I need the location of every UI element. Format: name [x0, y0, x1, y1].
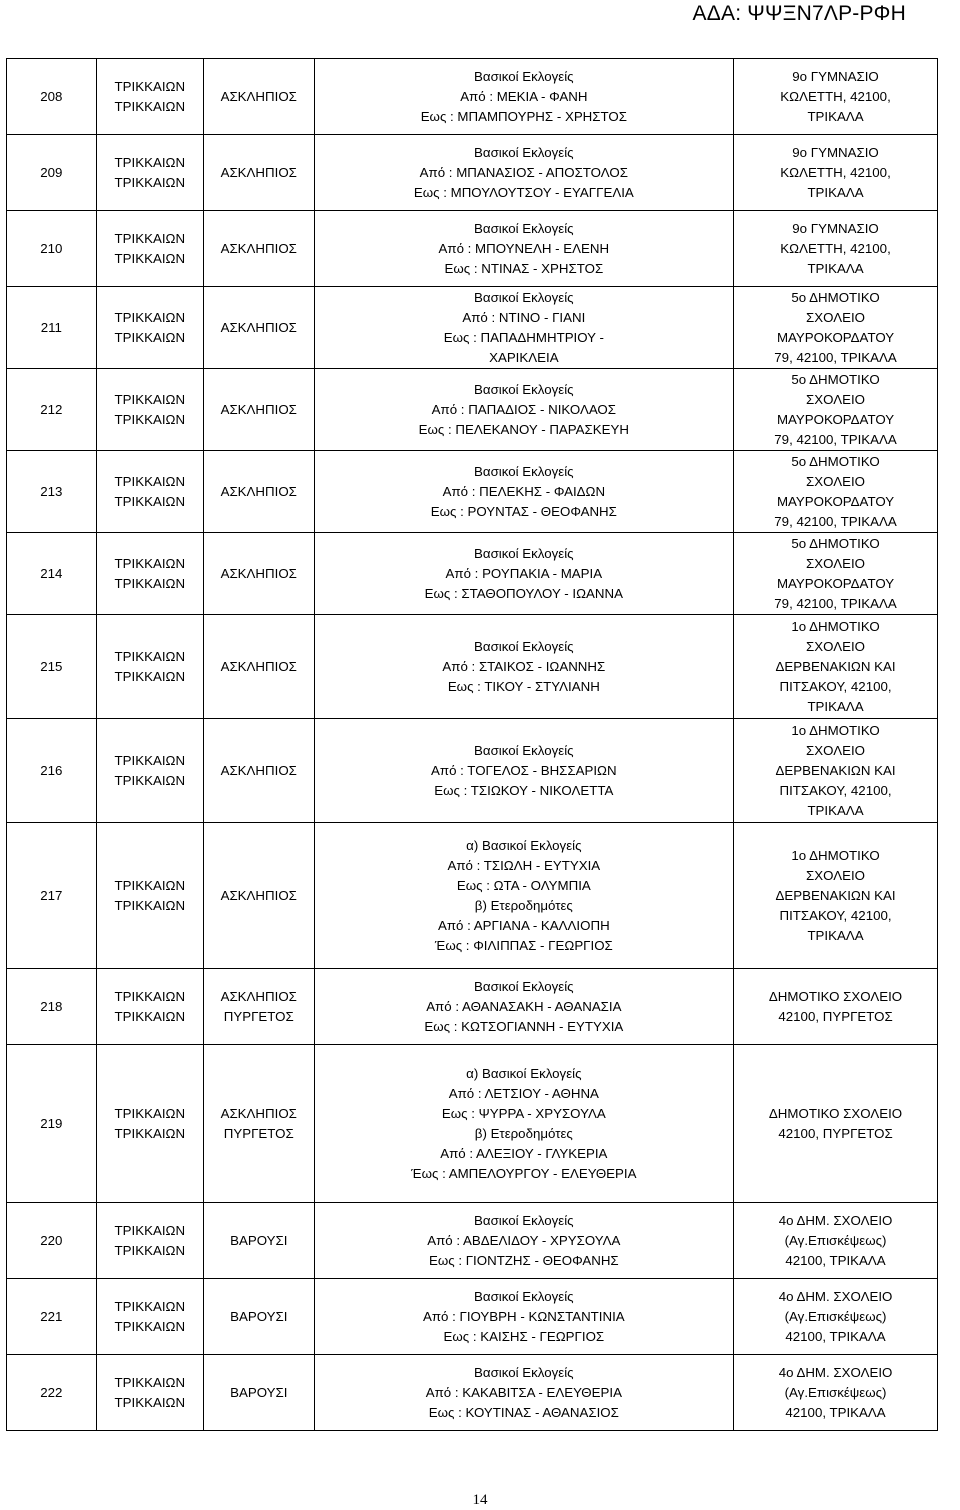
prefecture-cell: ΤΡΙΚΚΑΙΩΝ ΤΡΙΚΚΑΙΩΝ — [96, 1045, 203, 1203]
municipality-cell: ΑΣΚΛΗΠΙΟΣ — [203, 615, 314, 719]
municipality-cell: ΑΣΚΛΗΠΙΟΣ — [203, 719, 314, 823]
prefecture-cell: ΤΡΙΚΚΑΙΩΝ ΤΡΙΚΚΑΙΩΝ — [96, 451, 203, 533]
polling-location-cell: 4ο ΔΗΜ. ΣΧΟΛΕΙΟ (Αγ.Επισκέψεως) 42100, ΤΡΙΚΑΛΑ — [734, 1279, 938, 1355]
table-row — [7, 1045, 938, 1203]
row-number: 214 — [7, 533, 97, 615]
voters-range-cell: Βασικοί Εκλογείς Από : ΜΠΟΥΝΕΛΗ - ΕΛΕΝΗ Εως : ΝΤΙΝΑΣ - ΧΡΗΣΤΟΣ — [314, 211, 733, 287]
voters-range-cell: Βασικοί Εκλογείς Από : ΣΤΑΙΚΟΣ - ΙΩΑΝΝΗΣ Εως : ΤΙΚΟΥ - ΣΤΥΛΙΑΝΗ — [314, 615, 733, 719]
table-row — [7, 533, 938, 615]
municipality-cell: ΑΣΚΛΗΠΙΟΣ — [203, 287, 314, 369]
polling-location-cell: ΔΗΜΟΤΙΚΟ ΣΧΟΛΕΙΟ 42100, ΠΥΡΓΕΤΟΣ — [734, 969, 938, 1045]
table-row — [7, 369, 938, 451]
polling-location-cell: 9ο ΓΥΜΝΑΣΙΟ ΚΩΛΕΤΤΗ, 42100, ΤΡΙΚΑΛΑ — [734, 59, 938, 135]
polling-stations-table — [6, 58, 938, 1431]
polling-location-cell: 4ο ΔΗΜ. ΣΧΟΛΕΙΟ (Αγ.Επισκέψεως) 42100, ΤΡΙΚΑΛΑ — [734, 1355, 938, 1431]
table-row — [7, 135, 938, 211]
municipality-cell: ΑΣΚΛΗΠΙΟΣ — [203, 533, 314, 615]
table-body — [7, 59, 938, 1431]
row-number: 212 — [7, 369, 97, 451]
voters-range-cell: Βασικοί Εκλογείς Από : ΑΒΔΕΛΙΔΟΥ - ΧΡΥΣΟΥΛΑ Εως : ΓΙΟΝΤΖΗΣ - ΘΕΟΦΑΝΗΣ — [314, 1203, 733, 1279]
municipality-cell: ΑΣΚΛΗΠΙΟΣ ΠΥΡΓΕΤΟΣ — [203, 1045, 314, 1203]
polling-location-cell: 9ο ΓΥΜΝΑΣΙΟ ΚΩΛΕΤΤΗ, 42100, ΤΡΙΚΑΛΑ — [734, 211, 938, 287]
voters-range-cell: α) Βασικοί Εκλογείς Από : ΛΕΤΣΙΟΥ - ΑΘΗΝΑ Εως : ΨΥΡΡΑ - ΧΡΥΣΟΥΛΑ β) Ετεροδημότες Από : ΑΛΕΞΙΟΥ - ΓΛΥΚΕΡΙΑ Έως : ΑΜΠΕΛΟΥΡΓΟΥ - ΕΛΕΥΘΕΡΙΑ — [314, 1045, 733, 1203]
row-number: 215 — [7, 615, 97, 719]
table-row — [7, 823, 938, 969]
voters-range-cell: Βασικοί Εκλογείς Από : ΡΟΥΠΑΚΙΑ - ΜΑΡΙΑ Εως : ΣΤΑΘΟΠΟΥΛΟΥ - ΙΩΑΝΝΑ — [314, 533, 733, 615]
table-row — [7, 615, 938, 719]
row-number: 221 — [7, 1279, 97, 1355]
municipality-cell: ΑΣΚΛΗΠΙΟΣ — [203, 59, 314, 135]
municipality-cell: ΑΣΚΛΗΠΙΟΣ — [203, 135, 314, 211]
municipality-cell: ΑΣΚΛΗΠΙΟΣ — [203, 451, 314, 533]
prefecture-cell: ΤΡΙΚΚΑΙΩΝ ΤΡΙΚΚΑΙΩΝ — [96, 615, 203, 719]
municipality-cell: ΒΑΡΟΥΣΙ — [203, 1203, 314, 1279]
voters-range-cell: α) Βασικοί Εκλογείς Από : ΤΣΙΩΛΗ - ΕΥΤΥΧΙΑ Εως : ΩΤΑ - ΟΛΥΜΠΙΑ β) Ετεροδημότες Από : ΑΡΓΙΑΝΑ - ΚΑΛΛΙΟΠΗ Έως : ΦΙΛΙΠΠΑΣ - ΓΕΩΡΓΙΟΣ — [314, 823, 733, 969]
voters-range-cell: Βασικοί Εκλογείς Από : ΚΑΚΑΒΙΤΣΑ - ΕΛΕΥΘΕΡΙΑ Εως : ΚΟΥΤΙΝΑΣ - ΑΘΑΝΑΣΙΟΣ — [314, 1355, 733, 1431]
prefecture-cell: ΤΡΙΚΚΑΙΩΝ ΤΡΙΚΚΑΙΩΝ — [96, 1279, 203, 1355]
table-row — [7, 1355, 938, 1431]
polling-location-cell: 5ο ΔΗΜΟΤΙΚΟ ΣΧΟΛΕΙΟ ΜΑΥΡΟΚΟΡΔΑΤΟΥ 79, 42100, ΤΡΙΚΑΛΑ — [734, 369, 938, 451]
polling-location-cell: 1ο ΔΗΜΟΤΙΚΟ ΣΧΟΛΕΙΟ ΔΕΡΒΕΝΑΚΙΩΝ ΚΑΙ ΠΙΤΣΑΚΟΥ, 42100, ΤΡΙΚΑΛΑ — [734, 615, 938, 719]
polling-location-cell: 4ο ΔΗΜ. ΣΧΟΛΕΙΟ (Αγ.Επισκέψεως) 42100, ΤΡΙΚΑΛΑ — [734, 1203, 938, 1279]
table-row — [7, 287, 938, 369]
voters-range-cell: Βασικοί Εκλογείς Από : ΜΕΚΙΑ - ΦΑΝΗ Εως : ΜΠΑΜΠΟΥΡΗΣ - ΧΡΗΣΤΟΣ — [314, 59, 733, 135]
table-row — [7, 1279, 938, 1355]
table-row — [7, 451, 938, 533]
polling-location-cell: 5ο ΔΗΜΟΤΙΚΟ ΣΧΟΛΕΙΟ ΜΑΥΡΟΚΟΡΔΑΤΟΥ 79, 42100, ΤΡΙΚΑΛΑ — [734, 451, 938, 533]
polling-location-cell: 9ο ΓΥΜΝΑΣΙΟ ΚΩΛΕΤΤΗ, 42100, ΤΡΙΚΑΛΑ — [734, 135, 938, 211]
voters-range-cell: Βασικοί Εκλογείς Από : ΠΕΛΕΚΗΣ - ΦΑΙΔΩΝ Εως : ΡΟΥΝΤΑΣ - ΘΕΟΦΑΝΗΣ — [314, 451, 733, 533]
row-number: 209 — [7, 135, 97, 211]
page-number: 14 — [472, 1492, 488, 1508]
prefecture-cell: ΤΡΙΚΚΑΙΩΝ ΤΡΙΚΚΑΙΩΝ — [96, 823, 203, 969]
row-number: 211 — [7, 287, 97, 369]
prefecture-cell: ΤΡΙΚΚΑΙΩΝ ΤΡΙΚΚΑΙΩΝ — [96, 287, 203, 369]
prefecture-cell: ΤΡΙΚΚΑΙΩΝ ΤΡΙΚΚΑΙΩΝ — [96, 369, 203, 451]
prefecture-cell: ΤΡΙΚΚΑΙΩΝ ΤΡΙΚΚΑΙΩΝ — [96, 1355, 203, 1431]
municipality-cell: ΒΑΡΟΥΣΙ — [203, 1279, 314, 1355]
voters-range-cell: Βασικοί Εκλογείς Από : ΜΠΑΝΑΣΙΟΣ - ΑΠΟΣΤΟΛΟΣ Εως : ΜΠΟΥΛΟΥΤΣΟΥ - ΕΥΑΓΓΕΛΙΑ — [314, 135, 733, 211]
prefecture-cell: ΤΡΙΚΚΑΙΩΝ ΤΡΙΚΚΑΙΩΝ — [96, 1203, 203, 1279]
prefecture-cell: ΤΡΙΚΚΑΙΩΝ ΤΡΙΚΚΑΙΩΝ — [96, 719, 203, 823]
row-number: 219 — [7, 1045, 97, 1203]
row-number: 216 — [7, 719, 97, 823]
municipality-cell: ΑΣΚΛΗΠΙΟΣ — [203, 211, 314, 287]
polling-location-cell: 1ο ΔΗΜΟΤΙΚΟ ΣΧΟΛΕΙΟ ΔΕΡΒΕΝΑΚΙΩΝ ΚΑΙ ΠΙΤΣΑΚΟΥ, 42100, ΤΡΙΚΑΛΑ — [734, 719, 938, 823]
table-row — [7, 719, 938, 823]
prefecture-cell: ΤΡΙΚΚΑΙΩΝ ΤΡΙΚΚΑΙΩΝ — [96, 533, 203, 615]
row-number: 213 — [7, 451, 97, 533]
voters-range-cell: Βασικοί Εκλογείς Από : ΤΟΓΕΛΟΣ - ΒΗΣΣΑΡΙΩΝ Εως : ΤΣΙΩΚΟΥ - ΝΙΚΟΛΕΤΤΑ — [314, 719, 733, 823]
voters-range-cell: Βασικοί Εκλογείς Από : ΝΤΙΝΟ - ΓΙΑΝΙ Εως : ΠΑΠΑΔΗΜΗΤΡΙΟΥ - ΧΑΡΙΚΛΕΙΑ — [314, 287, 733, 369]
prefecture-cell: ΤΡΙΚΚΑΙΩΝ ΤΡΙΚΚΑΙΩΝ — [96, 135, 203, 211]
municipality-cell: ΑΣΚΛΗΠΙΟΣ — [203, 369, 314, 451]
ada-code: ΑΔΑ: ΨΨΞΝ7ΛΡ-ΡΦΗ — [692, 2, 906, 25]
municipality-cell: ΒΑΡΟΥΣΙ — [203, 1355, 314, 1431]
polling-location-cell: 5ο ΔΗΜΟΤΙΚΟ ΣΧΟΛΕΙΟ ΜΑΥΡΟΚΟΡΔΑΤΟΥ 79, 42100, ΤΡΙΚΑΛΑ — [734, 533, 938, 615]
voters-range-cell: Βασικοί Εκλογείς Από : ΠΑΠΑΔΙΟΣ - ΝΙΚΟΛΑΟΣ Εως : ΠΕΛΕΚΑΝΟΥ - ΠΑΡΑΣΚΕΥΗ — [314, 369, 733, 451]
polling-location-cell: 5ο ΔΗΜΟΤΙΚΟ ΣΧΟΛΕΙΟ ΜΑΥΡΟΚΟΡΔΑΤΟΥ 79, 42100, ΤΡΙΚΑΛΑ — [734, 287, 938, 369]
table-row — [7, 211, 938, 287]
prefecture-cell: ΤΡΙΚΚΑΙΩΝ ΤΡΙΚΚΑΙΩΝ — [96, 211, 203, 287]
voters-range-cell: Βασικοί Εκλογείς Από : ΑΘΑΝΑΣΑΚΗ - ΑΘΑΝΑΣΙΑ Εως : ΚΩΤΣΟΓΙΑΝΝΗ - ΕΥΤΥΧΙΑ — [314, 969, 733, 1045]
table-row — [7, 1203, 938, 1279]
table-row — [7, 59, 938, 135]
municipality-cell: ΑΣΚΛΗΠΙΟΣ — [203, 823, 314, 969]
row-number: 220 — [7, 1203, 97, 1279]
row-number: 208 — [7, 59, 97, 135]
voters-range-cell: Βασικοί Εκλογείς Από : ΓΙΟΥΒΡΗ - ΚΩΝΣΤΑΝΤΙΝΙΑ Εως : ΚΑΙΣΗΣ - ΓΕΩΡΓΙΟΣ — [314, 1279, 733, 1355]
municipality-cell: ΑΣΚΛΗΠΙΟΣ ΠΥΡΓΕΤΟΣ — [203, 969, 314, 1045]
row-number: 222 — [7, 1355, 97, 1431]
prefecture-cell: ΤΡΙΚΚΑΙΩΝ ΤΡΙΚΚΑΙΩΝ — [96, 969, 203, 1045]
row-number: 218 — [7, 969, 97, 1045]
table-row — [7, 969, 938, 1045]
row-number: 210 — [7, 211, 97, 287]
polling-location-cell: ΔΗΜΟΤΙΚΟ ΣΧΟΛΕΙΟ 42100, ΠΥΡΓΕΤΟΣ — [734, 1045, 938, 1203]
prefecture-cell: ΤΡΙΚΚΑΙΩΝ ΤΡΙΚΚΑΙΩΝ — [96, 59, 203, 135]
row-number: 217 — [7, 823, 97, 969]
polling-location-cell: 1ο ΔΗΜΟΤΙΚΟ ΣΧΟΛΕΙΟ ΔΕΡΒΕΝΑΚΙΩΝ ΚΑΙ ΠΙΤΣΑΚΟΥ, 42100, ΤΡΙΚΑΛΑ — [734, 823, 938, 969]
